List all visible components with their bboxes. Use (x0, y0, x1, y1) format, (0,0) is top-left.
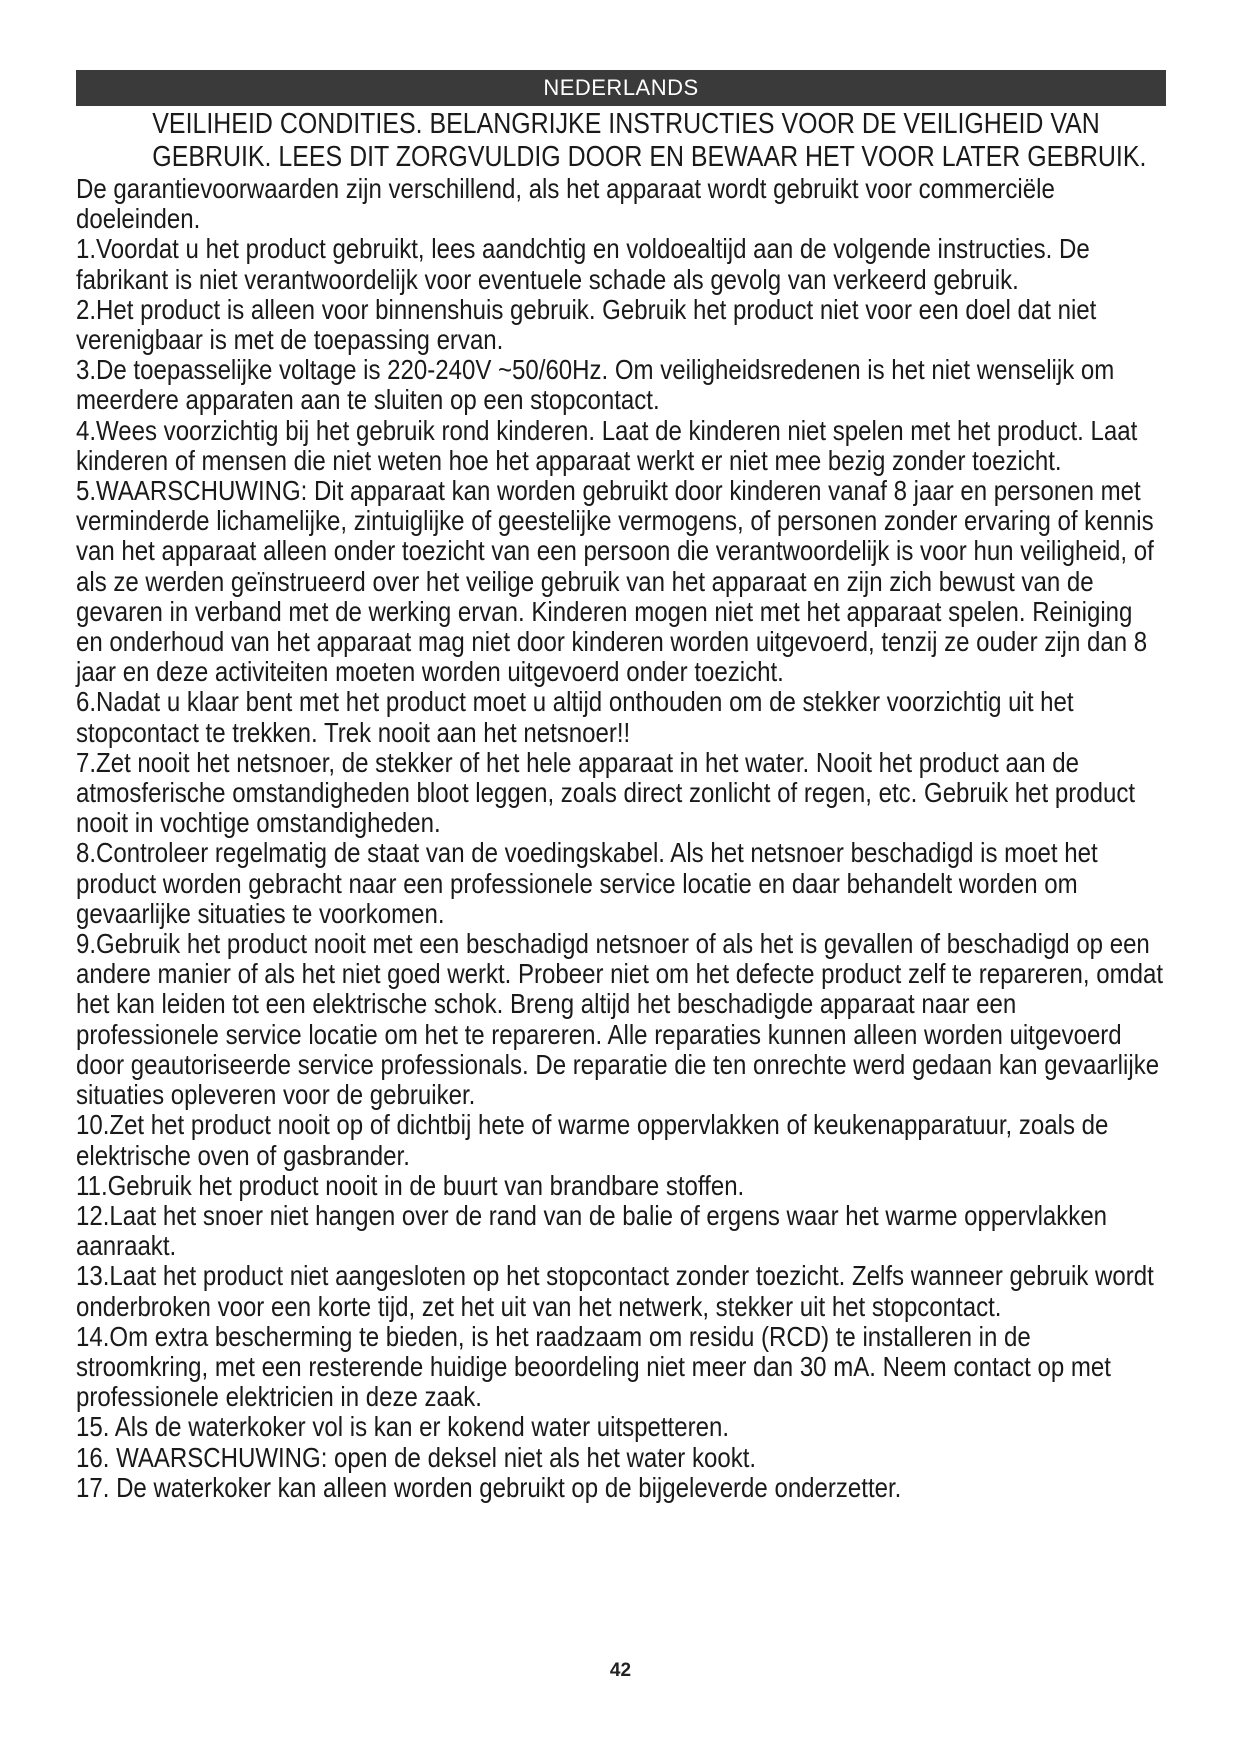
instruction-item-12: 12.Laat het snoer niet hangen over de rand van de balie of ergens waar het warme oppervlakken aanraakt. (76, 1199, 1108, 1262)
instruction-item-3: 3.De toepasselijke voltage is 220-240V ~50/60Hz. Om veiligheidsredenen is het niet wenselijk om meerdere apparaten aan te sluiten op een stopcontact. (76, 354, 1115, 416)
instruction-item-4: 4.Wees voorzichtig bij het gebruik rond kinderen. Laat de kinderen niet spelen met het product. Laat kinderen of mensen die niet weten hoe het apparaat werkt er niet mee bezig zonder toezicht. (76, 414, 1138, 476)
instruction-item-1: 1.Voordat u het product gebruikt, lees aandchtig en voldoealtijd aan de volgende instructies. De fabrikant is niet verantwoordelijk voor eventuele schade als gevolg van verkeerd gebruik. (76, 233, 1090, 295)
language-label: NEDERLANDS (543, 75, 699, 100)
instruction-item-10: 10.Zet het product nooit op of dichtbij hete of warme oppervlakken of keukenapparatuur, zoals de elektrische oven of gasbrander. (76, 1109, 1109, 1171)
page-number: 42 (609, 1660, 632, 1681)
instruction-item-6: 6.Nadat u klaar bent met het product moet u altijd onthouden om de stekker voorzichtig uit het stopcontact te trekken. Trek nooit aan het netsnoer!! (76, 686, 1074, 748)
intro-paragraph: De garantievoorwaarden zijn verschillend, als het apparaat wordt gebruikt voor commerciële doeleinden. (76, 173, 1055, 235)
safety-title-line-1: VEILIHEID CONDITIES. BELANGRIJKE INSTRUCTIES VOOR DE VEILIGHEID VAN (152, 108, 1100, 140)
instruction-item-11: 11.Gebruik het product nooit in de buurt van brandbare stoffen. (76, 1169, 745, 1201)
instruction-item-14: 14.Om extra bescherming te bieden, is het raadzaam om residu (RCD) te installeren in de stroomkring, met een resterende huidige beoordeling niet meer dan 30 mA. Neem contact op met professionele elektricien in deze zaak. (76, 1320, 1111, 1413)
instruction-item-7: 7.Zet nooit het netsnoer, de stekker of het hele apparaat in het water. Nooit het product aan de atmosferische omstandigheden bloot leggen, zoals direct zonlicht of regen, etc. Gebruik het product nooit in vochtige omstandigheden. (76, 746, 1136, 839)
instruction-item-16: 16. WAARSCHUWING: open de deksel niet als het water kookt. (76, 1441, 757, 1473)
instruction-item-5: 5.WAARSCHUWING: Dit apparaat kan worden gebruikt door kinderen vanaf 8 jaar en personen met verminderde lichamelijke, zintuiglijke of geestelijke vermogens, of personen zonder ervaring of kennis van het apparaat alleen onder toezicht van een persoon die verantwoordelijk is voor hun veiligheid, of als ze werden geïnstrueerd over het veilige gebruik van het apparaat en zijn zich bewust van de gevaren in verband met de werking ervan. Kinderen mogen niet met het apparaat spelen. Reiniging en onderhoud van het apparaat mag niet door kinderen worden uitgevoerd, tenzij ze ouder zijn dan 8 jaar en deze activiteiten moeten worden uitgevoerd onder toezicht. (76, 475, 1154, 688)
instruction-item-8: 8.Controleer regelmatig de staat van de voedingskabel. Als het netsnoer beschadigd is moet het product worden gebracht naar een professionele service locatie en daar behandelt worden om gevaarlijke situaties te voorkomen. (76, 837, 1098, 929)
instruction-item-9: 9.Gebruik het product nooit met een beschadigd netsnoer of als het is gevallen of beschadigd op een andere manier of als het niet goed werkt. Probeer niet om het defecte product zelf te repareren, omdat het kan leiden tot een elektrische schok. Breng altijd het beschadigde apparaat naar een professionele service locatie om het te repareren. Alle reparaties kunnen alleen worden uitgevoerd door geautoriseerde service professionals. De reparatie die ten onrechte werd gedaan kan gevaarlijke situaties opleveren voor de gebruiker. (76, 928, 1164, 1111)
instruction-item-2: 2.Het product is alleen voor binnenshuis gebruik. Gebruik het product niet voor een doel dat niet verenigbaar is met de toepassing ervan. (76, 293, 1097, 356)
document-page (76, 70, 1166, 1503)
instruction-item-17: 17. De waterkoker kan alleen worden gebruikt op de bijgeleverde onderzetter. (76, 1471, 902, 1503)
safety-title-line-2: GEBRUIK. LEES DIT ZORGVULDIG DOOR EN BEWAAR HET VOOR LATER GEBRUIK. (152, 141, 1147, 173)
language-header-bar (76, 70, 1166, 106)
safety-title (152, 108, 1147, 174)
instruction-item-13: 13.Laat het product niet aangesloten op het stopcontact zonder toezicht. Zelfs wanneer gebruik wordt onderbroken voor een korte tijd, zet het uit van het netwerk, stekker uit het stopcontact. (76, 1260, 1154, 1322)
instructions-body (76, 174, 1166, 1503)
instruction-item-15: 15. Als de waterkoker vol is kan er kokend water uitspetteren. (76, 1411, 729, 1443)
